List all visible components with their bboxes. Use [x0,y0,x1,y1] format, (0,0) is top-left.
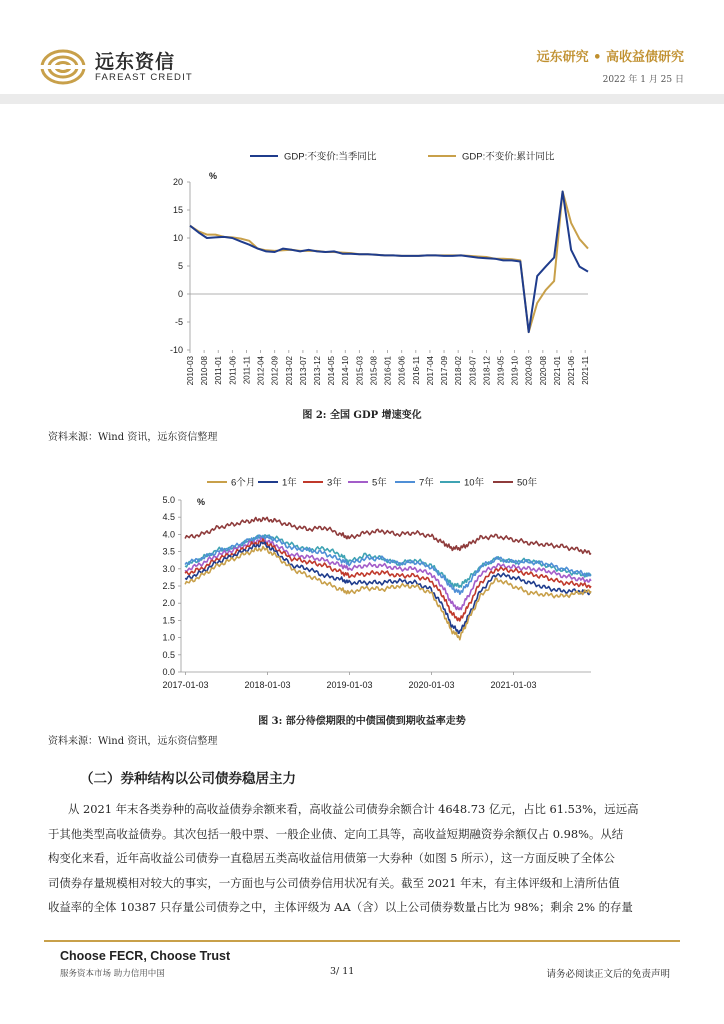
footer-rule [44,940,680,942]
legend-label: 3年 [327,477,342,489]
y-tick-label: 0.0 [162,667,175,677]
y-tick-label: 3.5 [162,546,175,557]
legend-label: 7年 [419,477,434,489]
x-tick-label: 2017-01-03 [162,680,209,690]
legend-label: 10年 [464,477,485,489]
legend-label: 50年 [517,477,538,489]
x-tick-label: 2021-11 [581,356,591,385]
x-tick-label: 2014-10 [341,356,351,386]
page-number: 3/ 11 [330,966,355,977]
disclaimer-note: 请务必阅读正文后的免责声明 [546,969,670,980]
y-tick-label: 4.0 [162,529,175,540]
x-tick-label: 2016-11 [411,356,421,385]
y-axis-unit: % [209,171,218,181]
legend-label: GDP:不变价:累计同比 [462,151,555,163]
x-tick-label: 2019-01-03 [326,680,373,690]
fareast-logo-icon [40,48,86,86]
series-line [190,192,588,333]
x-tick-label: 2015-03 [355,356,365,386]
body-paragraph [48,797,684,920]
x-tick-label: 2017-04 [425,356,435,386]
paragraph-line: 司债券存量规模相对较大的事实，一方面也与公司债券信用状况有关。截至 2021 年末，有主体评级和上清所估值 [48,875,620,890]
paragraph-line: 收益率的全体 10387 只存量公司债券之中，主体评级为 AA（含）以上公司债券数量占比为 98%；剩余 2% 的存量 [48,900,633,914]
x-tick-label: 2013-02 [284,356,294,386]
footer-slogan: Choose FECR, Choose Trust [60,949,231,963]
x-tick-label: 2019-05 [496,356,506,386]
figure2-source: 资料来源：Wind 资讯，远东资信整理 [48,432,218,443]
x-tick-label: 2014-05 [327,356,337,386]
legend-label: 6个月 [231,477,256,489]
x-tick-label: 2010-08 [200,356,210,386]
y-tick-label: 0 [177,289,183,299]
legend-label: 5年 [372,477,387,489]
y-tick-label: 1.5 [162,615,175,626]
x-tick-label: 2013-07 [298,356,308,386]
y-tick-label: 2.0 [162,598,175,609]
company-logo [40,48,86,90]
y-tick-label: 20 [172,177,183,187]
x-tick-label: 2013-12 [313,356,323,386]
y-tick-label: 15 [172,205,183,215]
y-tick-label: -5 [174,317,183,327]
x-tick-label: 2011-01 [214,356,224,385]
x-tick-label: 2018-01-03 [244,680,291,690]
y-tick-label: 3.0 [162,563,175,574]
x-tick-label: 2017-09 [440,356,450,386]
x-tick-label: 2011-06 [228,356,238,385]
bond-yield-chart [155,470,605,702]
x-tick-label: 2015-08 [369,356,379,386]
series-line [190,192,588,333]
paragraph-line: 于其他类型高收益债券。其次包括一般中票、一般企业债、定向工具等，高收益短期融资券余额仅占 0.98%。从结 [48,826,624,841]
x-tick-label: 2021-01 [552,356,562,386]
x-tick-label: 2010-03 [186,356,195,386]
x-tick-label: 2020-08 [538,356,548,386]
figure2-caption: 图 2: 全国 GDP 增速变化 [302,410,422,421]
y-axis-unit: % [197,497,206,507]
logo-text-cn: 远东资信 [95,51,176,73]
x-tick-label: 2016-06 [397,356,407,386]
x-tick-label: 2018-02 [454,356,464,386]
figure3-source: 资料来源：Wind 资讯，远东资信整理 [48,736,218,747]
legend-label: GDP:不变价:当季同比 [284,151,377,163]
footer-subslogan: 服务资本市场 助力信用中国 [60,969,165,979]
logo-text-en: FAREAST CREDIT [95,72,193,83]
x-tick-label: 2012-04 [256,356,266,386]
x-tick-label: 2011-11 [242,356,252,385]
paragraph-line: 构变化来看，近年高收益公司债券一直稳居五类高收益信用债第一大券种（如图 5 所示），这一方面反映了全体公 [48,851,615,865]
y-tick-label: 1.0 [162,632,175,643]
report-date: 2022 年 1 月 25 日 [602,75,684,85]
paragraph-line: 从 2021 年末各类券种的高收益债券余额来看，高收益公司债券余额合计 4648.73 亿元，占比 61.53%，远远高 [68,802,639,816]
y-tick-label: -10 [169,345,183,355]
x-tick-label: 2020-01-03 [408,680,455,690]
x-tick-label: 2019-10 [510,356,520,386]
x-tick-label: 2018-12 [482,356,492,386]
y-tick-label: 2.5 [162,581,175,591]
y-tick-label: 5.0 [162,495,175,505]
x-tick-label: 2021-01-03 [490,680,537,690]
x-tick-label: 2016-01 [383,356,393,386]
y-tick-label: 10 [172,233,183,243]
header-band [0,94,724,104]
x-tick-label: 2018-07 [468,356,478,386]
x-tick-label: 2021-06 [567,356,577,386]
x-tick-label: 2012-09 [270,356,280,386]
gdp-growth-chart [160,142,600,404]
x-tick-label: 2020-03 [524,356,534,386]
y-tick-label: 4.5 [162,512,175,523]
legend-label: 1年 [282,477,297,489]
report-title: 远东研究 • 高收益债研究 [536,50,684,65]
y-tick-label: 0.5 [162,649,175,660]
section-heading: （二）券种结构以公司债券稳居主力 [80,771,296,787]
y-tick-label: 5 [177,261,183,271]
figure3-caption: 图 3: 部分待偿期限的中债国债到期收益率走势 [258,716,466,727]
